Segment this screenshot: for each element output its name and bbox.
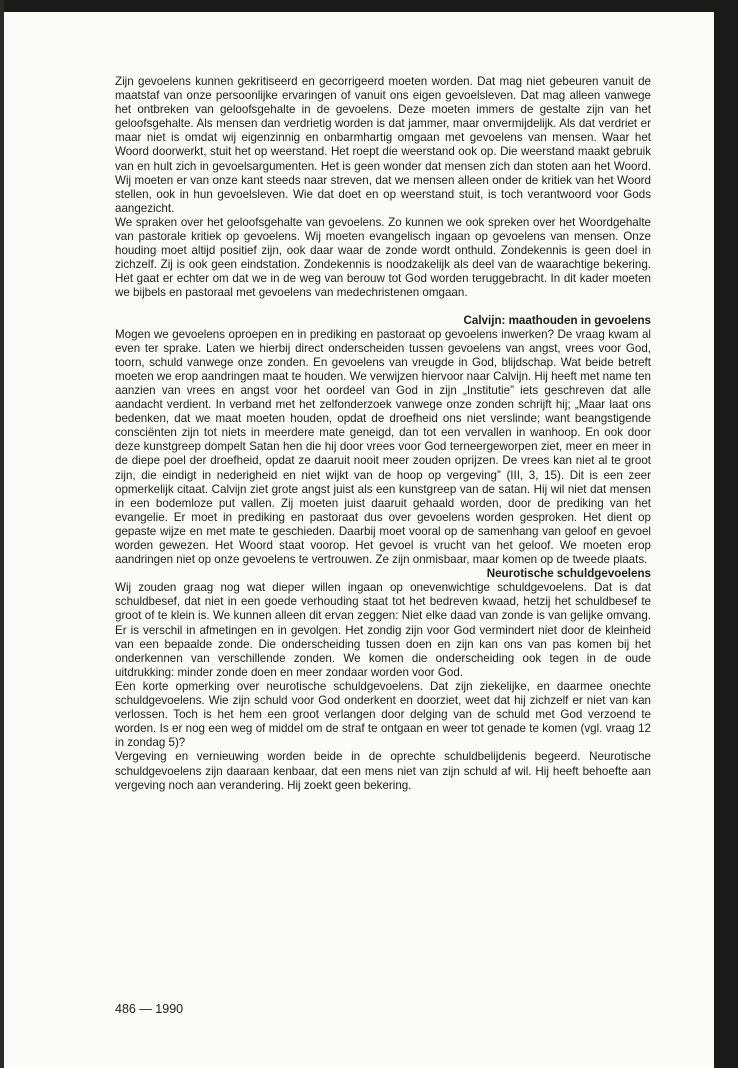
article-body — [115, 75, 651, 793]
paragraph-neurotisch-2: Een korte opmerking over neurotische schuldgevoelens. Dat zijn ziekelijke, en daarmee onechte schuldgevoelens. Wie zijn schuld voor God onderkent en doorziet, weet dat hij zichzelf er niet van kan verlossen. Toch is het hem een groot verlangen door delging van de schuld met God verzoend te worden. Is er nog een weg of middel om de straf te ontgaan en weer tot genade te komen (vgl. vraag 12 in zondag 5)? — [115, 679, 651, 750]
paragraph-intro-2: We spraken over het geloofsgehalte van gevoelens. Zo kunnen we ook spreken over het Woordgehalte van pastorale kritiek op gevoelens. Wij moeten evangelisch ingaan op gevoelens van mensen. Onze houding moet altijd positief zijn, ook daar waar de zonde wordt onthuld. Zondekennis is geen doel in zichzelf. Zij is ook geen eindstation. Zondekennis is noodzakelijk als deel van de waarachtige bekering. Het gaat er echter om dat we in de weg van berouw tot God worden teruggebracht. In dit kader moeten we bijbels en pastoraal met gevoelens van medechristenen omgaan. — [115, 215, 651, 300]
page-number: 486 — 1990 — [115, 1002, 184, 1016]
section-heading-calvijn: Calvijn: maathouden in gevoelens — [463, 313, 651, 327]
scan-border-right — [714, 0, 738, 1068]
paragraph-calvijn: Mogen we gevoelens oproepen en in prediking en pastoraat op gevoelens inwerken? De vraag kwam al even ter sprake. Laten we hierbij direct onderscheiden tussen gevoelens van angst, vrees voor God, toorn, schuld vanwege onze zonden. En gevoelens van vreugde in God, blijdschap. Wat beide betreft moeten we erop aandringen maat te houden. We verwijzen hiervoor naar Calvijn. Hij heeft met name ten aanzien van vrees en angst voor het oordeel van God in zijn „Institutie” iets geschreven dat alle aandacht verdient. In verband met het zelfonderzoek vanwege onze zonden schrijft hij; „Maar laat ons bedenken, dat we maat moeten houden, opdat de droefheid ons niet verslinde; want beangstigende consciënten zijn tot niets in meerdere mate geneigd, dan tot een vervallen in wanhoop. En ook door deze kunstgreep dompelt Satan hen die hij door vrees voor God terneergeworpen ziet, meer en meer in de diepe poel der droefheid, opdat ze daaruit nooit meer zouden oprijzen. De vrees kan niet al te groot zijn, die eindigt in nederigheid en niet wijkt van de hoop op vergeving” (III, 3, 15). Dit is een zeer opmerkelijk citaat. Calvijn ziet grote angst juist als een kunstgreep van de satan. Hij wil niet dat mensen in een bodemloze put vallen. Zij moeten juist daaruit gehaald worden, door de prediking van het evangelie. Er moet in prediking en pastoraat dus over gevoelens worden gesproken. Het dient op gepaste wijze en met mate te geschieden. Daarbij moet vooral op de samenhang van geloof en gevoel worden gewezen. Het Woord staat voorop. Het gevoel is vrucht van het geloof. We moeten erop aandringen niet op onze gevoelens te vertrouwen. Ze zijn onmisbaar, maar komen op de tweede plaats. — [115, 327, 651, 567]
paragraph-neurotisch-3: Vergeving en vernieuwing worden beide in de oprechte schuldbelijdenis begeerd. Neurotische schuldgevoelens zijn daaraan kenbaar, dat een mens niet van zijn schuld af wil. Hij heeft behoefte aan vergeving noch aan verandering. Hij zoekt geen bekering. — [115, 750, 651, 792]
scan-border-top — [0, 0, 738, 12]
paragraph-intro-1: Zijn gevoelens kunnen gekritiseerd en gecorrigeerd moeten worden. Dat mag niet gebeuren vanuit de maatstaf van onze persoonlijke ervaringen of vanuit ons eigen gevoelsleven. Dat mag alleen vanwege het ontbreken van geloofsgehalte in de gevoelens. Deze moeten immers de gestalte zijn van het geloofsgehalte. Als mensen dan verdrietig worden is dat jammer, maar onvermijdelijk. Als dat verdriet er maar niet is omdat wij eigenzinnig en onbarmhartig omgaan met gevoelens van mensen. Waar het Woord doorwerkt, stuit het op weerstand. Het roept die weerstand ook op. Die weerstand maakt gebruik van en hult zich in gevoelsargumenten. Het is geen wonder dat mensen zich dan stoten aan het Woord. Wij moeten er van onze kant steeds naar streven, dat we mensen alleen onder de kritiek van het Woord stellen, ook in hun gevoelsleven. Wie dat doet en op weerstand stuit, is toch verantwoord voor Gods aangezicht. — [115, 75, 651, 215]
section-heading-neurotisch: Neurotische schuldgevoelens — [486, 567, 651, 581]
paragraph-neurotisch-1: Wij zouden graag nog wat dieper willen ingaan op onevenwichtige schuldgevoelens. Dat is dat schuldbesef, dat niet in een goede verhouding staat tot het bedreven kwaad, hetzij het schuldbesef te groot of te klein is. We kunnen alleen dit ervan zeggen: Niet elke daad van zonde is van gelijke omvang. Er is verschil in afmetingen en in gevolgen. Het zondig zijn voor God vermindert niet door de kleinheid van een bepaalde zonde. Die onderscheiding tussen doen en zijn kan ons van pas komen bij het onderkennen van verschillende zonden. We komen die onderscheiding ook tegen in de oude uitdrukking: minder zonde doen en meer zondaar worden voor God. — [115, 581, 651, 679]
